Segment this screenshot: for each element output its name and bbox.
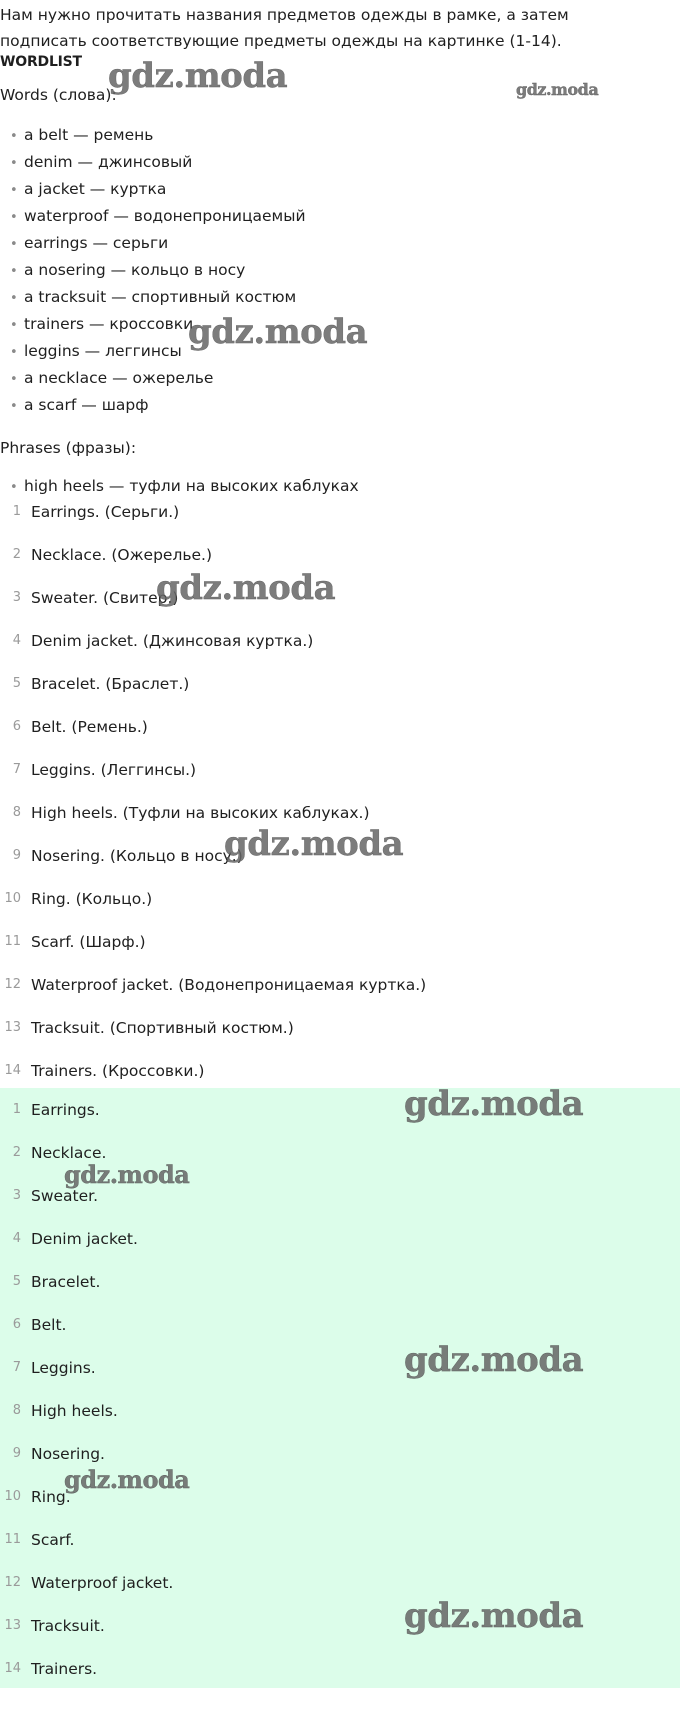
item-number: 1 [12,1102,21,1117]
item-text: Sweater. (Свитер.) [31,589,179,607]
list-item [0,1227,173,1270]
item-text: Earrings. [31,1101,100,1119]
item-text: Denim jacket. [31,1230,138,1248]
watermark: gdz.moda [404,1596,584,1636]
item-text: Ring. [31,1488,71,1506]
item-text: Nosering. [31,1445,105,1463]
words-label: Words (слова): [0,86,117,104]
item-number: 12 [4,977,21,992]
item-number: 12 [4,1575,21,1590]
list-item [0,629,426,672]
list-item: • earrings — серьги [10,230,306,257]
wordlist-heading: WORDLIST [0,54,82,70]
watermark: gdz.moda [188,312,368,352]
list-item [0,1399,173,1442]
item-number: 13 [4,1618,21,1633]
watermark: gdz.moda [64,1160,190,1189]
item-text: Tracksuit. (Спортивный костюм.) [31,1019,294,1037]
item-number: 9 [12,1446,21,1461]
item-text: Bracelet. [31,1273,101,1291]
item-text: Scarf. (Шарф.) [31,933,146,951]
item-number: 11 [4,1532,21,1547]
list-item: • a tracksuit — спортивный костюм [10,284,306,311]
list-item: • waterproof — водонепроницаемый [10,203,306,230]
list-item: • denim — джинсовый [10,149,306,176]
list-item: • high heels — туфли на высоких каблуках [10,473,359,500]
list-item [0,887,426,930]
item-number: 10 [4,1489,21,1504]
phrases-list [10,473,359,500]
item-text: Earrings. (Серьги.) [31,503,180,521]
watermark: gdz.moda [404,1084,584,1124]
watermark: gdz.moda [108,56,288,96]
item-number: 14 [4,1063,21,1078]
list-item [0,1571,173,1614]
item-number: 4 [12,1231,21,1246]
item-number: 13 [4,1020,21,1035]
item-number: 7 [12,1360,21,1375]
item-number: 3 [12,1188,21,1203]
item-number: 1 [12,504,21,519]
item-number: 5 [12,676,21,691]
list-item [0,1098,173,1141]
item-number: 6 [12,719,21,734]
item-text: Waterproof jacket. (Водонепроницаемая куртка.) [31,976,427,994]
words-list [10,122,306,419]
phrases-label: Phrases (фразы): [0,439,137,457]
watermark: gdz.moda [156,568,336,608]
item-number: 5 [12,1274,21,1289]
item-text: Ring. (Кольцо.) [31,890,153,908]
item-number: 14 [4,1661,21,1676]
item-number: 2 [12,1145,21,1160]
item-number: 11 [4,934,21,949]
item-number: 7 [12,762,21,777]
item-text: Tracksuit. [31,1617,105,1635]
item-text: Leggins. [31,1359,96,1377]
list-item [0,672,426,715]
item-text: Sweater. [31,1187,99,1205]
list-item [0,715,426,758]
list-item [0,1313,173,1356]
watermark: gdz.moda [404,1340,584,1380]
list-item [0,758,426,801]
list-item [0,930,426,973]
item-text: Necklace. (Ожерелье.) [31,546,213,564]
list-item: • leggins — леггинсы [10,338,306,365]
item-text: Belt. [31,1316,67,1334]
list-item [0,973,426,1016]
list-item: • a nosering — кольцо в носу [10,257,306,284]
list-item [0,1184,173,1227]
item-text: Belt. (Ремень.) [31,718,148,736]
list-item: • a scarf — шарф [10,392,306,419]
list-item: • trainers — кроссовки [10,311,306,338]
item-number: 3 [12,590,21,605]
list-item [0,1356,173,1399]
item-number: 2 [12,547,21,562]
task-instruction: Нам нужно прочитать названия предметов одежды в рамке, а затем подписать соответствующие предметы одежды на картинке (1-14). [0,6,569,50]
item-text: Leggins. (Леггинсы.) [31,761,197,779]
watermark: gdz.moda [224,824,404,864]
item-text: Denim jacket. (Джинсовая куртка.) [31,632,314,650]
list-item [0,1657,173,1700]
item-number: 6 [12,1317,21,1332]
item-number: 8 [12,805,21,820]
item-text: Trainers. (Кроссовки.) [31,1062,205,1080]
list-item [0,1016,426,1059]
item-text: Necklace. [31,1144,107,1162]
item-text: Nosering. (Кольцо в носу.) [31,847,243,865]
item-number: 8 [12,1403,21,1418]
list-item: • a necklace — ожерелье [10,365,306,392]
list-item [0,1270,173,1313]
item-text: High heels. (Туфли на высоких каблуках.) [31,804,370,822]
item-text: Scarf. [31,1531,75,1549]
item-number: 9 [12,848,21,863]
list-item [0,500,426,543]
item-number: 10 [4,891,21,906]
list-item [0,1614,173,1657]
item-text: Waterproof jacket. [31,1574,174,1592]
list-item: • a jacket — куртка [10,176,306,203]
item-text: Trainers. [31,1660,98,1678]
item-text: Bracelet. (Браслет.) [31,675,190,693]
watermark: gdz.moda [516,80,599,99]
list-item [0,1528,173,1571]
item-text: High heels. [31,1402,118,1420]
item-number: 4 [12,633,21,648]
watermark: gdz.moda [64,1465,190,1494]
list-item: • a belt — ремень [10,122,306,149]
